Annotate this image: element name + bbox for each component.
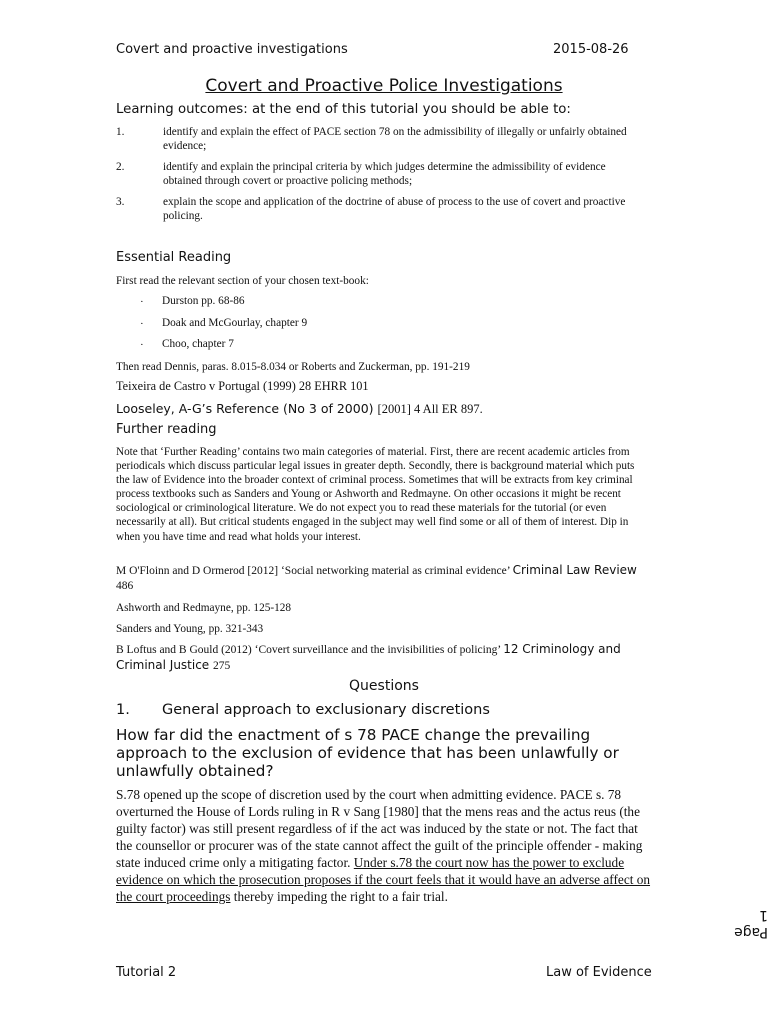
question-1-number: 1.: [116, 702, 130, 718]
page-title: Covert and Proactive Police Investigations: [205, 76, 563, 96]
outcome-number: 3.: [116, 196, 125, 208]
header-date: 2015-08-26: [553, 42, 629, 57]
outcome-number: 1.: [116, 126, 125, 138]
questions-heading: Questions: [349, 678, 419, 694]
outcome-number: 2.: [116, 161, 125, 173]
reference-oflinn: M O'Floinn and D Ormerod [2012] ‘Social networking material as criminal evidence’ Criminal Law Review 486: [116, 563, 637, 592]
header-doc-title: Covert and proactive investigations: [116, 42, 348, 57]
then-read: Then read Dennis, paras. 8.015-8.034 or Roberts and Zuckerman, pp. 191-219: [116, 361, 470, 373]
bullet-icon: ·: [140, 296, 144, 308]
reference-sanders: Sanders and Young, pp. 321-343: [116, 623, 264, 635]
essential-reading-intro: First read the relevant section of your chosen text-book:: [116, 275, 369, 287]
reading-item: Doak and McGourlay, chapter 9: [162, 317, 308, 329]
outcome-text: explain the scope and application of the doctrine of abuse of process to the use of covert and proactive policing.: [163, 196, 626, 222]
learning-outcome-1: [116, 125, 646, 153]
outcome-text: identify and explain the effect of PACE section 78 on the admissibility of illegally or unfairly obtained evidence;: [163, 126, 627, 152]
reading-item: Durston pp. 68-86: [162, 295, 245, 307]
answer-text: S.78 opened up the scope of discretion used by the court when admitting evidence. PACE s. 78 overturned the House of Lords ruling in R v Sang [1980] that the mens reas and the actus reus (the guilty factor) was still present regardless of if the act was induced by the state or not. The fact that the counsellor or procurer was of the state cannot affect the guilt of the principle offender - making state induced crime only a mitigating factor. Under s.78 the court now has the power to exclude evidence on which the prosecution proposes if the court feels that it would have an adverse affect on the court proceedings thereby impeding the right to a fair trial.: [116, 787, 651, 904]
bullet-icon: ·: [140, 339, 144, 351]
essential-reading-heading: Essential Reading: [116, 250, 232, 265]
reference-loftus: B Loftus and B Gould (2012) ‘Covert surveillance and the invisibilities of policing’ 12 Criminology and Criminal Justice 275: [116, 642, 621, 672]
question-1-text: How far did the enactment of s 78 PACE change the prevailing approach to the exclusion of evidence that has been unlawfully or unlawfully obtained?: [116, 726, 619, 780]
reference-ashworth: Ashworth and Redmayne, pp. 125-128: [116, 602, 292, 614]
question-1-title: General approach to exclusionary discretions: [162, 702, 490, 718]
case-looseley: Looseley, A-G’s Reference (No 3 of 2000) [2001] 4 All ER 897.: [116, 401, 483, 416]
page-number-label: Page 1: [734, 907, 768, 940]
bullet-icon: ·: [140, 318, 144, 330]
footer-tutorial: Tutorial 2: [116, 965, 177, 980]
case-teixeira: Teixeira de Castro v Portugal (1999) 28 EHRR 101: [116, 379, 369, 393]
further-reading-heading: Further reading: [116, 422, 217, 437]
learning-outcome-3: [116, 195, 646, 223]
footer-course: Law of Evidence: [546, 965, 652, 980]
learning-outcome-2: [116, 160, 646, 188]
reading-item: Choo, chapter 7: [162, 338, 234, 350]
learning-outcomes-intro: Learning outcomes: at the end of this tutorial you should be able to:: [116, 102, 571, 117]
outcome-text: identify and explain the principal criteria by which judges determine the admissibility of evidence obtained through covert or proactive policing methods;: [163, 161, 606, 187]
further-reading-note: Note that ‘Further Reading’ contains two main categories of material. First, there are recent academic articles from periodicals which discuss particular legal issues in greater depth. Secondly, there is background material which puts the law of Evidence into the broader context of criminal process. Sometimes that will be extracts from key criminal process textbooks such as Sanders and Young or Ashworth and Redmayne. On other occasions it might be recent sociological or criminological literature. We do not expect you to read these materials for the tutorial (or even necessarily at all). But critical students engaged in the subject may well find some or all of them of interest. Dip in when you have time and read what holds your interest.: [116, 446, 635, 543]
